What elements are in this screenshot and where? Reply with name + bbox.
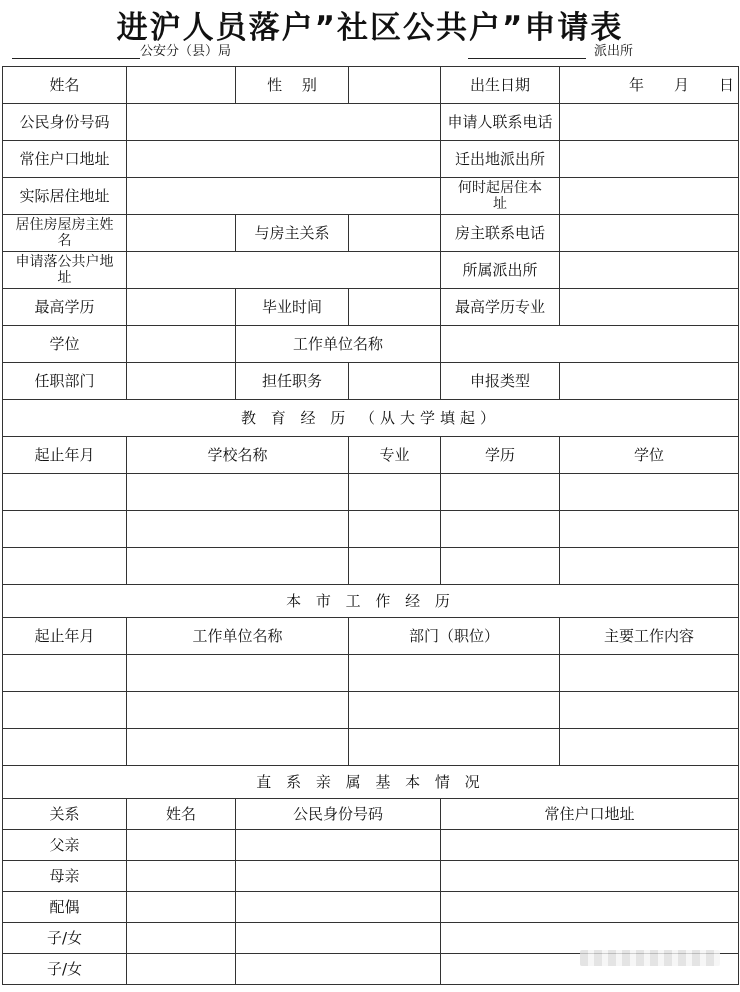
label-employer: 工作单位名称 [236,326,441,363]
edu-degree-cell[interactable] [560,511,739,548]
label-owner-relation: 与房主关系 [236,215,349,252]
input-station[interactable] [560,252,739,289]
input-birth-date[interactable]: 年 月 日 [560,67,739,104]
label-position: 担任职务 [236,363,349,400]
edu-header-school: 学校名称 [127,437,349,474]
work-department-cell[interactable] [349,655,560,692]
station-suffix: 派出所 [594,44,634,59]
family-row [3,892,739,923]
edu-school-cell[interactable] [127,474,349,511]
row-apply-address [3,252,739,289]
work-employer-cell[interactable] [127,692,349,729]
input-owner-phone[interactable] [560,215,739,252]
family-id-cell[interactable] [236,954,441,985]
input-residence-address[interactable] [127,178,441,215]
work-department-cell[interactable] [349,729,560,766]
family-header-address: 常住户口地址 [441,799,739,830]
label-department: 任职部门 [3,363,127,400]
station-field[interactable] [468,40,633,59]
work-row [3,729,739,766]
family-header-row [3,799,739,830]
family-row [3,830,739,861]
family-section-title-row [3,766,739,799]
family-header-relation: 关系 [3,799,127,830]
row-department [3,363,739,400]
station-blank[interactable] [468,45,586,59]
family-relation: 父亲 [3,830,127,861]
family-row [3,861,739,892]
bureau-field[interactable] [12,40,231,59]
work-period-cell[interactable] [3,655,127,692]
family-address-cell[interactable] [441,861,739,892]
family-id-cell[interactable] [236,892,441,923]
input-phone[interactable] [560,104,739,141]
family-section-title: 直 系 亲 属 基 本 情 况 [3,766,739,799]
education-section-title-row [3,400,739,437]
label-name: 姓名 [3,67,127,104]
family-address-cell[interactable] [441,830,739,861]
family-address-cell[interactable] [441,923,739,954]
work-header-employer: 工作单位名称 [127,618,349,655]
row-registered-address [3,141,739,178]
input-owner-name[interactable] [127,215,236,252]
family-name-cell[interactable] [127,954,236,985]
work-period-cell[interactable] [3,729,127,766]
family-relation: 子/女 [3,923,127,954]
work-header-row [3,618,739,655]
label-grad-time: 毕业时间 [236,289,349,326]
work-employer-cell[interactable] [127,729,349,766]
family-relation: 子/女 [3,954,127,985]
input-major[interactable] [560,289,739,326]
edu-header-major: 专业 [349,437,441,474]
input-degree[interactable] [127,326,236,363]
work-department-cell[interactable] [349,692,560,729]
label-registered-address: 常住户口地址 [3,141,127,178]
education-row [3,548,739,585]
family-name-cell[interactable] [127,861,236,892]
family-id-cell[interactable] [236,830,441,861]
edu-period-cell[interactable] [3,511,127,548]
work-header-period: 起止年月 [3,618,127,655]
family-id-cell[interactable] [236,861,441,892]
edu-degree-cell[interactable] [560,548,739,585]
row-id [3,104,739,141]
education-section-title: 教 育 经 历 （从大学填起） [3,400,739,437]
family-address-cell[interactable] [441,892,739,923]
work-duties-cell[interactable] [560,729,739,766]
edu-education-cell[interactable] [441,474,560,511]
bureau-blank[interactable] [12,45,140,59]
label-major: 最高学历专业 [441,289,560,326]
family-name-cell[interactable] [127,830,236,861]
work-header-department: 部门（职位） [349,618,560,655]
family-header-name: 姓名 [127,799,236,830]
family-name-cell[interactable] [127,892,236,923]
work-duties-cell[interactable] [560,692,739,729]
family-relation: 配偶 [3,892,127,923]
row-owner [3,215,739,252]
family-relation: 母亲 [3,861,127,892]
work-row [3,692,739,729]
bureau-suffix: 公安分（县）局 [140,44,232,59]
family-row [3,923,739,954]
input-name[interactable] [127,67,236,104]
edu-major-cell[interactable] [349,548,441,585]
work-employer-cell[interactable] [127,655,349,692]
input-owner-relation[interactable] [349,215,441,252]
edu-header-period: 起止年月 [3,437,127,474]
label-education: 最高学历 [3,289,127,326]
blurred-watermark [580,950,720,966]
label-owner-name: 居住房屋房主姓名 [3,215,127,252]
input-position[interactable] [349,363,441,400]
label-id-number: 公民身份号码 [3,104,127,141]
label-residence-since: 何时起居住本址 [441,178,560,215]
edu-education-cell[interactable] [441,548,560,585]
edu-school-cell[interactable] [127,548,349,585]
input-residence-since[interactable] [560,178,739,215]
education-header-row [3,437,739,474]
input-grad-time[interactable] [349,289,441,326]
edu-header-education: 学历 [441,437,560,474]
input-gender[interactable] [349,67,441,104]
label-phone: 申请人联系电话 [441,104,560,141]
education-row [3,511,739,548]
work-period-cell[interactable] [3,692,127,729]
label-station: 所属派出所 [441,252,560,289]
input-education[interactable] [127,289,236,326]
application-form-table [2,66,739,985]
input-department[interactable] [127,363,236,400]
edu-header-degree: 学位 [560,437,739,474]
input-id-number[interactable] [127,104,441,141]
edu-degree-cell[interactable] [560,474,739,511]
label-residence-address: 实际居住地址 [3,178,127,215]
label-degree: 学位 [3,326,127,363]
label-apply-type: 申报类型 [441,363,560,400]
input-registered-address[interactable] [127,141,441,178]
edu-period-cell[interactable] [3,548,127,585]
label-gender: 性 别 [236,67,349,104]
row-education [3,289,739,326]
form-title: 进沪人员落户”社区公共户”申请表 [116,10,624,46]
family-id-cell[interactable] [236,923,441,954]
edu-major-cell[interactable] [349,511,441,548]
work-row [3,655,739,692]
row-degree [3,326,739,363]
work-section-title-row [3,585,739,618]
input-apply-address[interactable] [127,252,441,289]
input-employer[interactable] [441,326,739,363]
edu-school-cell[interactable] [127,511,349,548]
edu-period-cell[interactable] [3,474,127,511]
work-header-duties: 主要工作内容 [560,618,739,655]
label-apply-address: 申请落公共户地址 [3,252,127,289]
label-owner-phone: 房主联系电话 [441,215,560,252]
work-duties-cell[interactable] [560,655,739,692]
row-residence [3,178,739,215]
edu-major-cell[interactable] [349,474,441,511]
input-moveout-station[interactable] [560,141,739,178]
work-section-title: 本 市 工 作 经 历 [3,585,739,618]
input-apply-type[interactable] [560,363,739,400]
label-birth-date: 出生日期 [441,67,560,104]
education-row [3,474,739,511]
family-header-id: 公民身份号码 [236,799,441,830]
family-name-cell[interactable] [127,923,236,954]
row-name [3,67,739,104]
label-moveout-station: 迁出地派出所 [441,141,560,178]
edu-education-cell[interactable] [441,511,560,548]
